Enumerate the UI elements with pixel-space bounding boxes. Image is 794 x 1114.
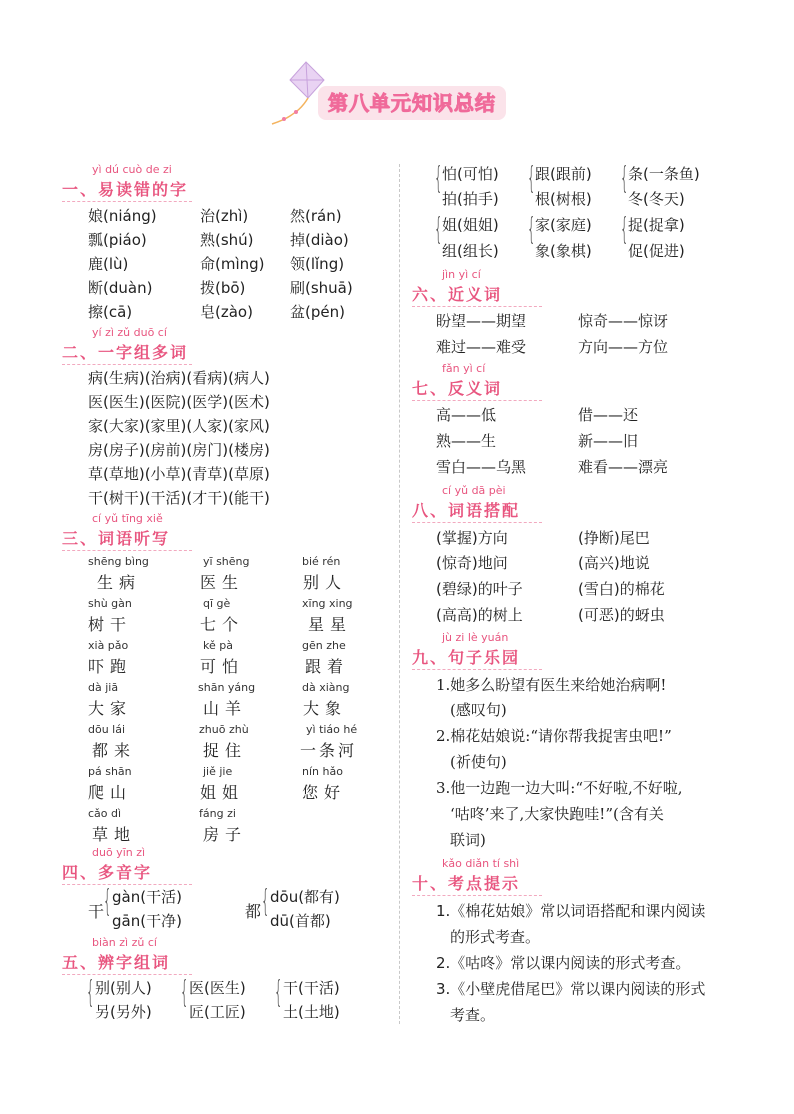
list-item: 家(大家)(家里)(人家)(家风) xyxy=(88,417,270,435)
list-item: 另(另外) xyxy=(95,1003,152,1021)
pinyin: bié rén xyxy=(302,555,341,568)
word: 您好 xyxy=(302,783,347,802)
word: 吓跑 xyxy=(88,657,133,676)
brace: { xyxy=(180,975,189,1010)
polyphone-char: 都 xyxy=(245,902,262,921)
pinyin: shān yáng xyxy=(198,681,256,694)
section-title: 五、辨字组词 xyxy=(62,953,171,972)
list-item: 掉(diào) xyxy=(290,231,349,249)
brace: { xyxy=(620,212,629,247)
list-item: 病(生病)(治病)(看病)(病人) xyxy=(88,369,270,387)
brace: { xyxy=(620,161,629,196)
list-item: 房(房子)(房前)(房门)(楼房) xyxy=(88,441,270,459)
list-item: 然(rán) xyxy=(290,207,342,225)
sentence-line: 联词) xyxy=(450,831,486,849)
word: 星星 xyxy=(308,615,353,634)
heading-underline xyxy=(412,306,542,307)
section-pinyin: yí zì zǔ duō cí xyxy=(92,326,167,339)
section-title: 十、考点提示 xyxy=(412,874,521,893)
list-item: 家(家庭) xyxy=(535,216,592,234)
pinyin: yì tiáo hé xyxy=(306,723,358,736)
list-item: 别(别人) xyxy=(95,979,152,997)
section-pinyin: cí yǔ tīng xiě xyxy=(92,512,163,525)
sentence-line: (祈使句) xyxy=(450,753,507,771)
list-item: 促(促进) xyxy=(628,242,685,260)
section-pinyin: kǎo diǎn tí shì xyxy=(442,857,520,870)
list-item: 干(树干)(干活)(才干)(能干) xyxy=(88,489,270,507)
reading: dū(首都) xyxy=(270,912,331,930)
list-item: 熟(shú) xyxy=(200,231,254,249)
word: 都来 xyxy=(92,741,137,760)
list-item: 雪白——乌黑 xyxy=(436,458,527,476)
section-pinyin: fǎn yì cí xyxy=(442,362,486,375)
section-pinyin: jù zi lè yuán xyxy=(442,631,509,644)
list-item: (雪白)的棉花 xyxy=(578,580,665,598)
list-item: 冬(冬天) xyxy=(628,190,685,208)
list-item: 条(一条鱼) xyxy=(628,165,700,183)
pinyin: dōu lái xyxy=(88,723,126,736)
heading-underline xyxy=(62,550,192,551)
word: 山羊 xyxy=(203,699,248,718)
pinyin: shù gàn xyxy=(88,597,132,610)
brace: { xyxy=(527,161,536,196)
brace: { xyxy=(434,212,443,247)
section-pinyin: biàn zì zǔ cí xyxy=(92,936,157,949)
list-item: 鹿(lù) xyxy=(88,255,129,273)
tip-line: 的形式考查。 xyxy=(450,928,541,946)
pinyin: shēng bìng xyxy=(88,555,149,568)
list-item: 娘(niáng) xyxy=(88,207,157,225)
heading-underline xyxy=(412,669,542,670)
column-divider xyxy=(399,164,400,1024)
list-item: 皂(zào) xyxy=(200,303,253,321)
section-pinyin: cí yǔ dā pèi xyxy=(442,484,506,497)
pinyin: xīng xing xyxy=(302,597,353,610)
reading: gàn(干活) xyxy=(112,888,182,906)
word: 姐姐 xyxy=(200,783,245,802)
list-item: 瓢(piáo) xyxy=(88,231,147,249)
list-item: 象(象棋) xyxy=(535,242,592,260)
pinyin: zhuō zhù xyxy=(199,723,249,736)
brace: { xyxy=(434,161,443,196)
pinyin: qī gè xyxy=(203,597,231,610)
list-item: 难过——难受 xyxy=(436,338,527,356)
word: 跟着 xyxy=(305,657,350,676)
list-item: 治(zhì) xyxy=(200,207,249,225)
tip-line: 3.《小壁虎借尾巴》常以课内阅读的形式 xyxy=(436,980,706,998)
list-item: 惊奇——惊讶 xyxy=(578,312,669,330)
list-item: 捉(捉拿) xyxy=(628,216,685,234)
brace: { xyxy=(274,975,283,1010)
list-item: 姐(姐姐) xyxy=(442,216,499,234)
pinyin: xià pǎo xyxy=(88,639,129,652)
word: 爬山 xyxy=(88,783,133,802)
list-item: 土(土地) xyxy=(283,1003,340,1021)
list-item: 领(lǐng) xyxy=(290,255,345,273)
pinyin: jiě jie xyxy=(203,765,233,778)
sentence-line: 3.他一边跑一边大叫:“不好啦,不好啦, xyxy=(436,779,683,797)
heading-underline xyxy=(412,895,542,896)
sentence-line: 1.她多么盼望有医生来给她治病啊! xyxy=(436,676,667,694)
list-item: 拨(bō) xyxy=(200,279,246,297)
list-item: 命(mìng) xyxy=(200,255,265,273)
word: 别人 xyxy=(303,573,348,592)
list-item: 方向——方位 xyxy=(578,338,669,356)
list-item: 拍(拍手) xyxy=(442,190,499,208)
pinyin: dà xiàng xyxy=(302,681,350,694)
section-pinyin: jìn yì cí xyxy=(442,268,481,281)
section-pinyin: yì dú cuò de zi xyxy=(92,163,172,176)
pinyin: fáng zi xyxy=(199,807,236,820)
list-item: (可恶)的蚜虫 xyxy=(578,606,665,624)
pinyin: pá shān xyxy=(88,765,132,778)
brace: { xyxy=(86,975,95,1010)
brace: { xyxy=(527,212,536,247)
pinyin: nín hǎo xyxy=(302,765,343,778)
list-item: 组(组长) xyxy=(442,242,499,260)
list-item: 难看——漂亮 xyxy=(578,458,669,476)
section-pinyin: duō yīn zì xyxy=(92,846,146,859)
pinyin: cǎo dì xyxy=(88,807,122,820)
word: 一条河 xyxy=(300,741,358,760)
reading: dōu(都有) xyxy=(270,888,340,906)
list-item: 干(干活) xyxy=(283,979,340,997)
kite-icon xyxy=(268,56,328,128)
heading-underline xyxy=(62,884,192,885)
list-item: 擦(cā) xyxy=(88,303,133,321)
word: 生病 xyxy=(97,573,142,592)
list-item: (掌握)方向 xyxy=(436,529,508,547)
list-item: (高高)的树上 xyxy=(436,606,523,624)
brace: { xyxy=(103,884,112,919)
section-title: 三、词语听写 xyxy=(62,529,171,548)
section-title: 二、一字组多词 xyxy=(62,343,189,362)
section-title: 六、近义词 xyxy=(412,285,503,304)
title-banner xyxy=(318,86,506,120)
word: 七个 xyxy=(200,615,245,634)
section-title: 八、词语搭配 xyxy=(412,501,521,520)
heading-underline xyxy=(412,400,542,401)
list-item: (高兴)地说 xyxy=(578,554,650,572)
sentence-line: ‘咕咚’来了,大家快跑哇!”(含有关 xyxy=(450,805,664,823)
word: 大家 xyxy=(88,699,133,718)
list-item: 草(草地)(小草)(青草)(草原) xyxy=(88,465,270,483)
list-item: 高——低 xyxy=(436,406,497,424)
list-item: 刷(shuā) xyxy=(290,279,353,297)
list-item: 盆(pén) xyxy=(290,303,345,321)
list-item: 断(duàn) xyxy=(88,279,153,297)
section-title: 一、易读错的字 xyxy=(62,180,189,199)
heading-underline xyxy=(62,201,192,202)
pinyin: dà jiā xyxy=(88,681,119,694)
sentence-line: 2.棉花姑娘说:“请你帮我捉害虫吧!” xyxy=(436,727,672,745)
tip-line: 2.《咕咚》常以课内阅读的形式考查。 xyxy=(436,954,691,972)
section-title: 七、反义词 xyxy=(412,379,503,398)
list-item: 医(医生) xyxy=(189,979,246,997)
sentence-line: (感叹句) xyxy=(450,701,507,719)
pinyin: gēn zhe xyxy=(302,639,346,652)
word: 捉住 xyxy=(203,741,248,760)
heading-underline xyxy=(62,364,192,365)
list-item: 跟(跟前) xyxy=(535,165,592,183)
tip-line: 1.《棉花姑娘》常以词语搭配和课内阅读 xyxy=(436,902,706,920)
pinyin: kě pà xyxy=(203,639,233,652)
list-item: 借——还 xyxy=(578,406,639,424)
reading: gān(干净) xyxy=(112,912,182,930)
page-title: 第八单元知识总结 xyxy=(328,91,496,115)
word: 医生 xyxy=(200,573,245,592)
heading-underline xyxy=(412,522,542,523)
pinyin: yī shēng xyxy=(203,555,250,568)
word: 房子 xyxy=(203,825,248,844)
list-item: (惊奇)地问 xyxy=(436,554,508,572)
word: 树干 xyxy=(88,615,133,634)
list-item: 盼望——期望 xyxy=(436,312,527,330)
list-item: (碧绿)的叶子 xyxy=(436,580,523,598)
list-item: 新——旧 xyxy=(578,432,639,450)
list-item: 医(医生)(医院)(医学)(医术) xyxy=(88,393,270,411)
list-item: 匠(工匠) xyxy=(189,1003,246,1021)
section-title: 四、多音字 xyxy=(62,863,153,882)
list-item: 根(树根) xyxy=(535,190,592,208)
list-item: (挣断)尾巴 xyxy=(578,529,650,547)
word: 大象 xyxy=(303,699,348,718)
brace: { xyxy=(261,884,270,919)
list-item: 怕(可怕) xyxy=(442,165,499,183)
section-title: 九、句子乐园 xyxy=(412,648,521,667)
heading-underline xyxy=(62,974,192,975)
polyphone-char: 干 xyxy=(88,902,105,921)
tip-line: 考查。 xyxy=(450,1006,496,1024)
word: 草地 xyxy=(92,825,137,844)
word: 可怕 xyxy=(200,657,245,676)
list-item: 熟——生 xyxy=(436,432,497,450)
